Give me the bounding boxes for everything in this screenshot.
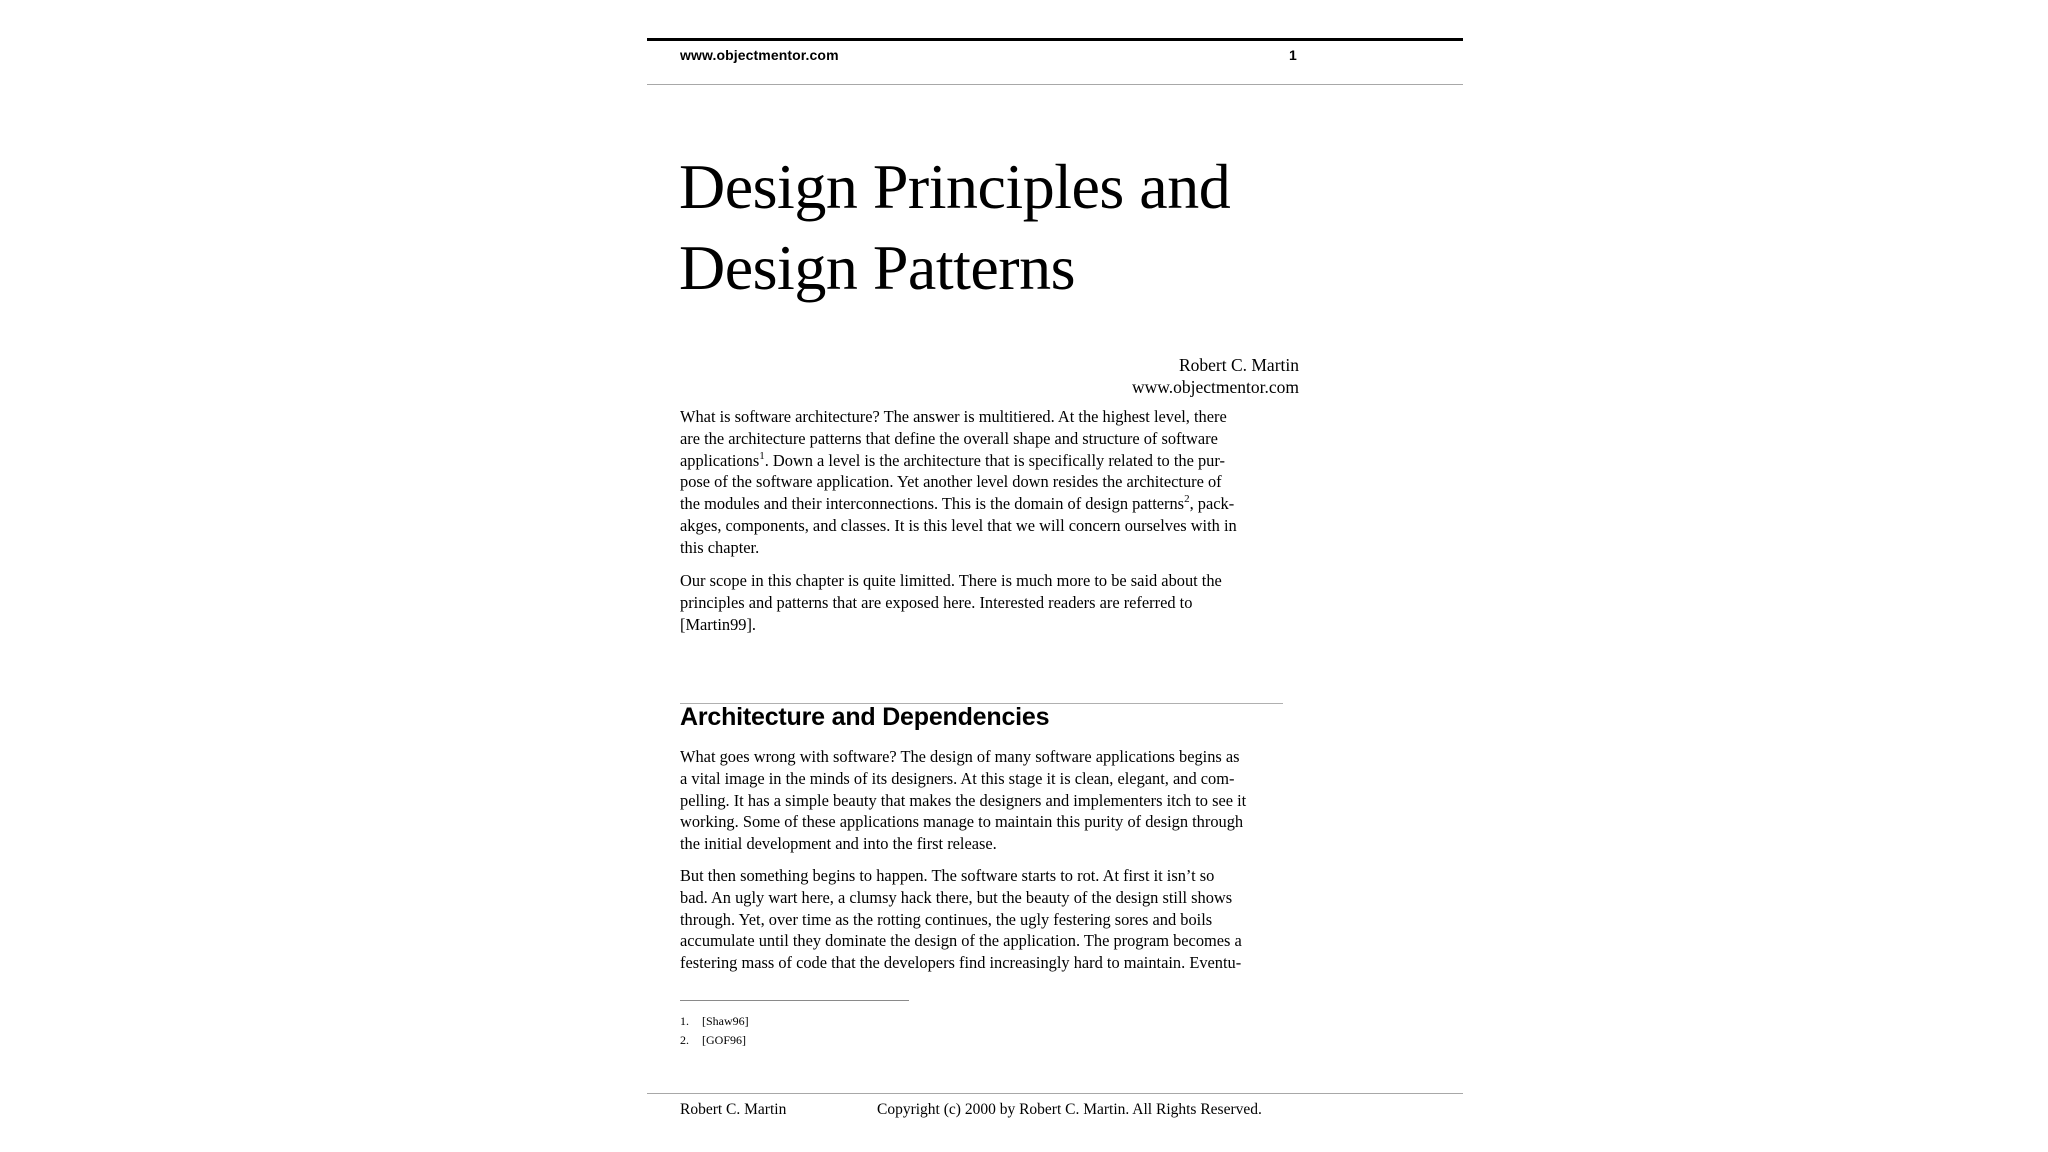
text-line: But then something begins to happen. The software starts to rot. At first it isn’t so	[680, 866, 1215, 885]
text-line: What is software architecture? The answer is multitiered. At the highest level, there	[680, 407, 1227, 426]
text-line: the initial development and into the first release.	[680, 834, 997, 854]
footer-rule	[647, 1093, 1463, 1094]
footnote-rule	[680, 1000, 909, 1001]
text-line: akges, components, and classes. It is this level that we will concern ourselves with in	[680, 515, 1237, 535]
footnote	[680, 1012, 749, 1031]
text-line: bad. An ugly wart here, a clumsy hack there, but the beauty of the design still shows	[680, 887, 1233, 907]
title-line-1: Design Principles and	[679, 151, 1231, 222]
intro-paragraph-2	[680, 570, 1300, 635]
text-line: this chapter.	[680, 537, 760, 557]
section-paragraph-1	[680, 746, 1300, 855]
footnotes	[680, 1012, 749, 1050]
text-line: accumulate until they dominate the design of the application. The program becomes a	[680, 931, 1242, 951]
footnote-text: [Shaw96]	[702, 1014, 749, 1028]
text-run: applications	[680, 450, 760, 470]
text-line: pose of the software application. Yet another level down resides the architecture of	[680, 472, 1222, 492]
author-website: www.objectmentor.com	[1131, 377, 1299, 397]
footnote-number: 2.	[680, 1033, 689, 1047]
footer-author: Robert C. Martin	[680, 1101, 787, 1118]
text-line: principles and patterns that are exposed here. Interested readers are referred to	[680, 592, 1193, 612]
footnote	[680, 1031, 749, 1050]
text-run: the modules and their interconnections. This is the domain of design patterns	[680, 494, 1185, 514]
text-line: [Martin99].	[680, 614, 757, 634]
text-line: through. Yet, over time as the rotting continues, the ugly festering sores and boils	[680, 909, 1213, 929]
text-line: What goes wrong with software? The design of many software applications begins as	[680, 747, 1240, 766]
text-line: pelling. It has a simple beauty that makes the designers and implementers itch to see it	[680, 790, 1247, 810]
header-url: www.objectmentor.com	[680, 47, 839, 63]
footnote-ref-1: 1	[759, 449, 765, 462]
section-heading: Architecture and Dependencies	[680, 703, 1050, 731]
text-line: festering mass of code that the developers find increasingly hard to maintain. Eventu-	[680, 953, 1242, 973]
section-paragraph-2	[680, 865, 1300, 974]
footnote-ref-2: 2	[1184, 493, 1190, 506]
author-block	[1132, 354, 1299, 398]
text-line: are the architecture patterns that define the overall shape and structure of software	[680, 428, 1218, 448]
title-line-2: Design Patterns	[679, 232, 1075, 303]
header-rule-thin	[647, 84, 1463, 85]
intro-paragraph-1	[680, 406, 1300, 559]
text-run: . Down a level is the architecture that is specifically related to the pur-	[764, 450, 1225, 470]
header-page-number: 1	[1289, 47, 1297, 63]
text-line: working. Some of these applications manage to maintain this purity of design through	[680, 812, 1244, 832]
text-line	[680, 450, 1300, 472]
header-rule-thick	[647, 38, 1463, 41]
text-run: , pack-	[1189, 494, 1235, 514]
text-line	[680, 493, 1300, 515]
footnote-text: [GOF96]	[702, 1033, 746, 1047]
text-line: Our scope in this chapter is quite limitted. There is much more to be said about the	[680, 571, 1222, 590]
text-line: a vital image in the minds of its designers. At this stage it is clean, elegant, and com-	[680, 768, 1235, 788]
author-name: Robert C. Martin	[1178, 355, 1299, 375]
footnote-number: 1.	[680, 1014, 689, 1028]
footer-copyright: Copyright (c) 2000 by Robert C. Martin. All Rights Reserved.	[877, 1101, 1262, 1118]
document-title	[679, 146, 1230, 308]
